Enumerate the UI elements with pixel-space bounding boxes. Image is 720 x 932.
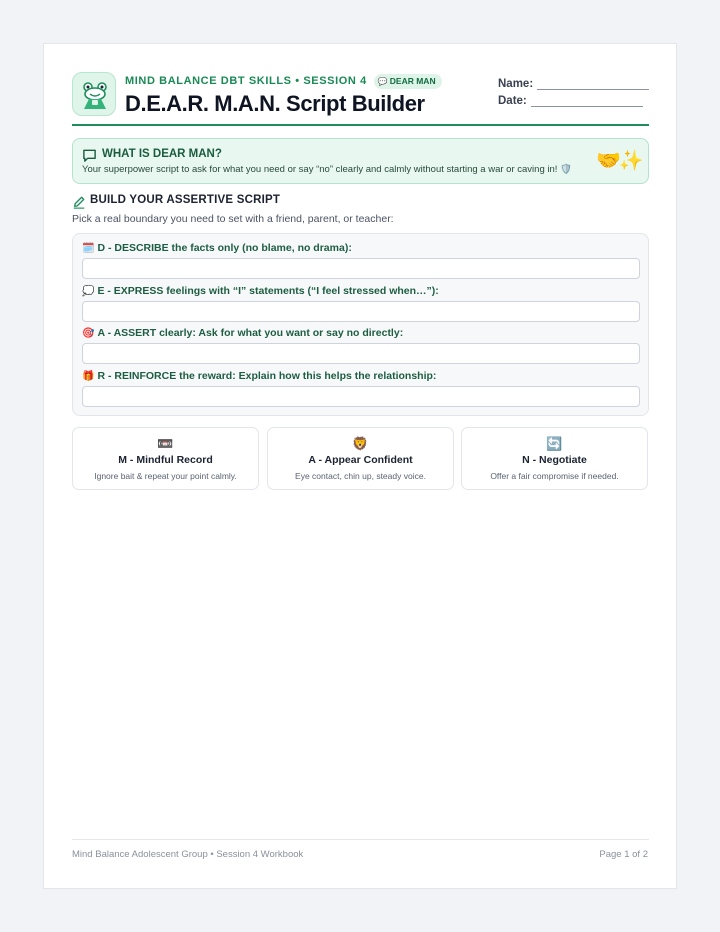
speech-bubble-icon: 💬 [377,76,388,86]
chip-label: DEAR MAN [389,76,436,86]
kicker-text: MIND BALANCE DBT SKILLS • SESSION 4 [125,75,367,87]
date-line[interactable] [531,95,643,107]
page-number: Page 1 of 2 [599,849,648,860]
card-title: A - Appear Confident [308,454,413,466]
name-field[interactable] [498,78,649,90]
reinforce-label-text: R - REINFORCE the reward: Explain how this helps the relationship: [97,370,437,382]
describe-label [82,242,352,254]
negotiate-card [461,427,648,490]
refresh-arrows-icon: 🔄 [546,436,563,451]
assert-label-text: A - ASSERT clearly: Ask for what you want or say no directly: [97,327,404,339]
name-label: Name: [498,78,534,90]
session-kicker [125,73,442,89]
handshake-sparkles-icon: 🤝✨ [596,150,642,172]
mindful-record-card [72,427,259,490]
date-label: Date: [498,95,527,107]
worksheet-page [43,43,677,889]
info-text: Your superpower script to ask for what you need or say “no” clearly and calmly without starting a war or caving in! 🛡️ [82,164,572,175]
name-line[interactable] [537,78,649,90]
script-builder-box [72,233,649,416]
assert-label [82,327,403,339]
frog-mascot-icon [72,72,116,116]
worksheet-header [72,72,649,126]
section-subtitle: Pick a real boundary you need to set with a friend, parent, or teacher: [72,213,394,225]
card-description: Offer a fair compromise if needed. [490,471,619,481]
thought-bubble-icon: 💭 [82,286,95,297]
card-title: N - Negotiate [522,454,587,466]
express-label-text: E - EXPRESS feelings with “I” statements (“I feel stressed when…”): [97,285,439,297]
lion-icon: 🦁 [352,436,369,451]
info-title: WHAT IS DEAR MAN? [102,148,222,160]
card-description: Ignore bait & repeat your point calmly. [94,471,237,481]
appear-confident-card [267,427,454,490]
page-title: D.E.A.R. M.A.N. Script Builder [125,91,425,116]
express-label [82,285,439,297]
assert-input[interactable] [82,343,640,364]
info-callout [72,138,649,184]
card-title: M - Mindful Record [118,454,213,466]
pencil-icon [72,195,86,209]
describe-input[interactable] [82,258,640,279]
footer-workbook-label: Mind Balance Adolescent Group • Session 4 Workbook [72,849,304,860]
describe-label-text: D - DESCRIBE the facts only (no blame, no drama): [97,242,352,254]
chat-icon [82,148,97,163]
card-description: Eye contact, chin up, steady voice. [295,471,426,481]
calendar-icon: 🗓️ [82,243,95,254]
reinforce-label [82,370,436,382]
reinforce-input[interactable] [82,386,640,407]
dear-man-chip [374,74,442,89]
target-icon: 🎯 [82,328,95,339]
section-title: BUILD YOUR ASSERTIVE SCRIPT [90,194,281,206]
header-divider [72,124,649,126]
date-field[interactable] [498,95,643,107]
videocassette-icon: 📼 [157,436,174,451]
gift-icon: 🎁 [82,371,95,382]
express-input[interactable] [82,301,640,322]
footer-divider [72,839,649,840]
